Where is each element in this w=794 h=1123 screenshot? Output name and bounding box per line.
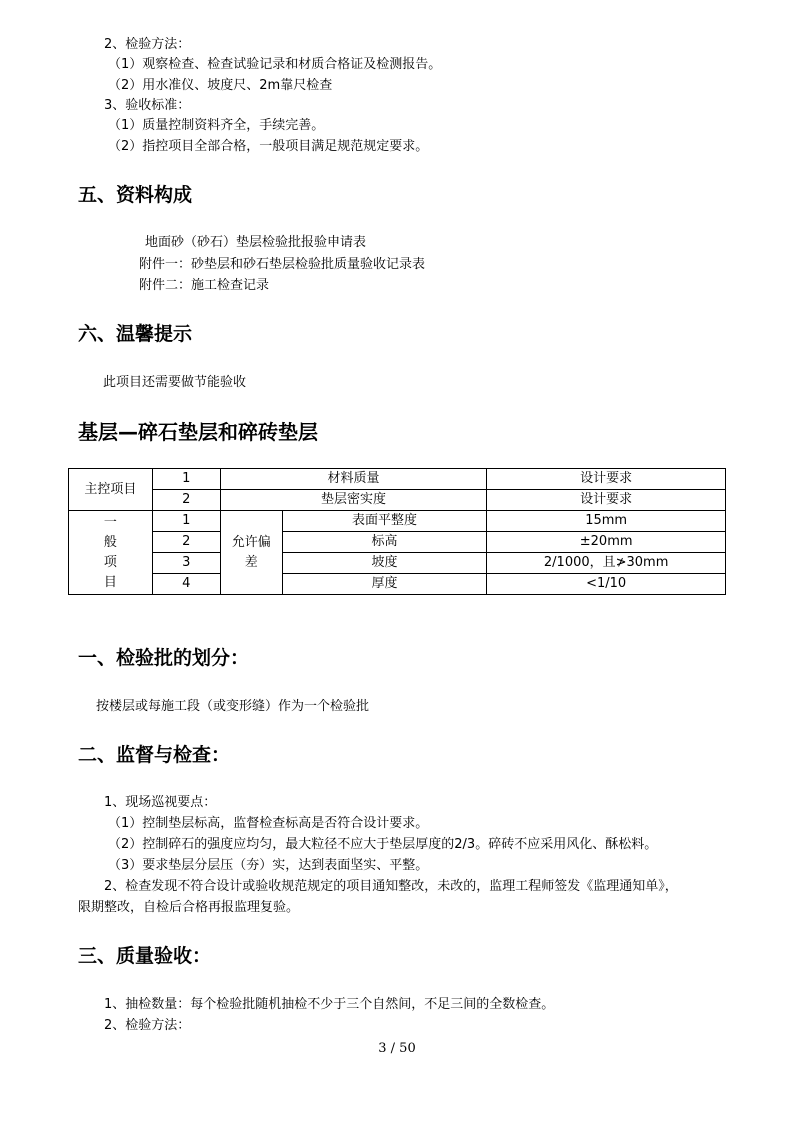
part2-line: 限期整改，自检后合格再报监理复验。 <box>78 900 300 915</box>
part3-line: 2、检验方法： <box>104 1018 191 1033</box>
section5-item-3: 附件二：施工检查记录 <box>139 278 270 293</box>
method-item-1: （1）观察检查、检查试验记录和材质合格证及检测报告。 <box>108 57 442 72</box>
row-number: 3 <box>152 553 220 574</box>
section5-heading: 五、资料构成 <box>78 184 193 206</box>
tolerance-label <box>220 511 282 595</box>
part3-line: 1、抽检数量：每个检验批随机抽检不少于三个自然间，不足三间的全数检查。 <box>104 997 555 1012</box>
row-item: 坡度 <box>282 553 487 574</box>
row-requirement: 15mm <box>487 511 726 532</box>
part1-text: 按楼层或每施工段（或变形缝）作为一个检验批 <box>96 699 370 714</box>
row-requirement: ±20mm <box>487 532 726 553</box>
general-label-char: 目 <box>103 574 117 590</box>
general-items-label <box>69 511 153 595</box>
table-row <box>69 490 726 511</box>
part2-line: （3）要求垫层分层压（夯）实，达到表面坚实、平整。 <box>108 858 429 873</box>
part2-line: （2）控制碎石的强度应均匀，最大粒径不应大于垫层厚度的2/3。碎砖不应采用风化、酥松料。 <box>108 837 658 852</box>
part2-line: （1）控制垫层标高，监督检查标高是否符合设计要求。 <box>108 816 429 831</box>
row-item: 材料质量 <box>220 469 487 490</box>
main-control-label: 主控项目 <box>69 469 153 511</box>
row-requirement: 2/1000，且≯30mm <box>487 553 726 574</box>
row-item: 厚度 <box>282 574 487 595</box>
row-number: 2 <box>152 532 220 553</box>
standard-title: 3、验收标准： <box>104 98 191 113</box>
table-row <box>69 511 726 532</box>
table-row <box>69 574 726 595</box>
part2-line: 2、检查发现不符合设计或验收规范规定的项目通知整改，未改的，监理工程师签发《监理通知单》， <box>104 879 678 894</box>
method-title: 2、检验方法： <box>104 37 191 52</box>
row-requirement: 设计要求 <box>487 490 726 511</box>
part3-heading: 三、质量验收： <box>78 945 212 967</box>
row-requirement: <1/10 <box>487 574 726 595</box>
spec-table <box>68 468 726 595</box>
row-number: 1 <box>152 469 220 490</box>
section5-item-1: 地面砂（砂石）垫层检验批报验申请表 <box>145 235 367 250</box>
section6-text: 此项目还需要做节能验收 <box>103 375 247 390</box>
row-item: 标高 <box>282 532 487 553</box>
table-row <box>69 553 726 574</box>
section6-heading: 六、温馨提示 <box>78 323 193 345</box>
row-number: 2 <box>152 490 220 511</box>
row-item: 垫层密实度 <box>220 490 487 511</box>
method-item-2: （2）用水准仪、坡度尺、2m靠尺检查 <box>108 78 333 93</box>
page-number: 3 / 50 <box>378 1041 416 1056</box>
table-row <box>69 469 726 490</box>
tolerance-label-line: 差 <box>244 554 258 570</box>
main-title: 基层—碎石垫层和碎砖垫层 <box>78 420 318 444</box>
general-label-char: 般 <box>103 534 117 550</box>
standard-item-1: （1）质量控制资料齐全，手续完善。 <box>108 118 325 133</box>
row-requirement: 设计要求 <box>487 469 726 490</box>
row-number: 1 <box>152 511 220 532</box>
section5-item-2: 附件一：砂垫层和砂石垫层检验批质量验收记录表 <box>139 257 426 272</box>
general-label-char: 项 <box>103 554 117 570</box>
row-item: 表面平整度 <box>282 511 487 532</box>
tolerance-label-line: 允许偏 <box>231 534 271 550</box>
standard-item-2: （2）指控项目全部合格，一般项目满足规范规定要求。 <box>108 139 429 154</box>
general-label-char: 一 <box>103 514 117 530</box>
part2-heading: 二、监督与检查： <box>78 744 231 766</box>
row-number: 4 <box>152 574 220 595</box>
part1-heading: 一、检验批的划分： <box>78 647 250 669</box>
part2-line: 1、现场巡视要点： <box>104 795 217 810</box>
table-row <box>69 532 726 553</box>
